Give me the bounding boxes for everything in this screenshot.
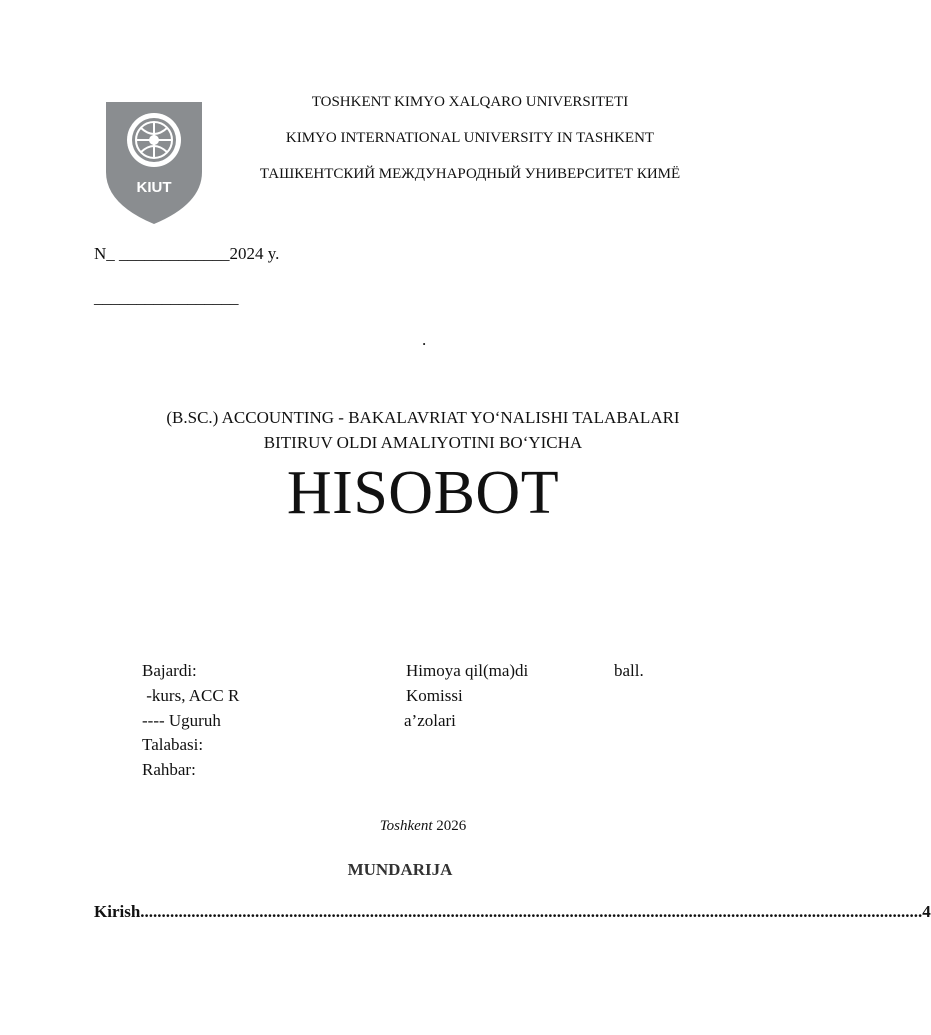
info-talabasi: Talabasi: [142,735,204,754]
info-komissi: Komissi [406,686,463,705]
report-title: HISOBOT [286,459,560,527]
toc-item-label: Kirish [94,902,141,921]
info-ball: ball. [614,661,644,680]
dot-mark: . [422,330,427,349]
logo-text: KIUT [136,179,172,196]
toc-leader-dots: ........................................................................................................................................................................................ [140,902,923,921]
info-rahbar: Rahbar: [142,760,196,779]
city-name: Toshkent [379,818,433,834]
kiut-shield-icon [104,100,204,226]
info-bajardi: Bajardi: [142,661,197,680]
university-name-ru: ТАШКЕНТСКИЙ МЕЖДУНАРОДНЫЙ УНИВЕРСИТЕТ КИМЁ [259,166,681,182]
year: 2026 [436,818,467,834]
signature-line: _________________ [94,288,239,307]
report-subtitle-line1: (B.SC.) ACCOUNTING - BAKALAVRIAT YO‘NALISHI TALABALARI [166,408,680,427]
university-name-uz: TOSHKENT KIMYO XALQARO UNIVERSITETI [311,94,629,110]
toc-item[interactable] [94,902,931,922]
info-azolari: a’zolari [404,711,456,730]
info-himoya: Himoya qil(ma)di [406,661,529,680]
report-subtitle-line2: BITIRUV OLDI AMALIYOTINI BO‘YICHA [263,433,583,452]
city-year [0,818,846,835]
document-number-line: N_ _____________2024 y. [94,244,280,263]
university-logo [104,100,204,226]
contents-title: MUNDARIJA [347,860,453,879]
university-name-en: KIMYO INTERNATIONAL UNIVERSITY IN TASHKENT [285,130,655,146]
info-kurs: -kurs, ACC R [142,686,240,705]
info-guruh: ---- Uguruh [142,711,221,730]
toc-item-page: 4 [922,902,931,921]
